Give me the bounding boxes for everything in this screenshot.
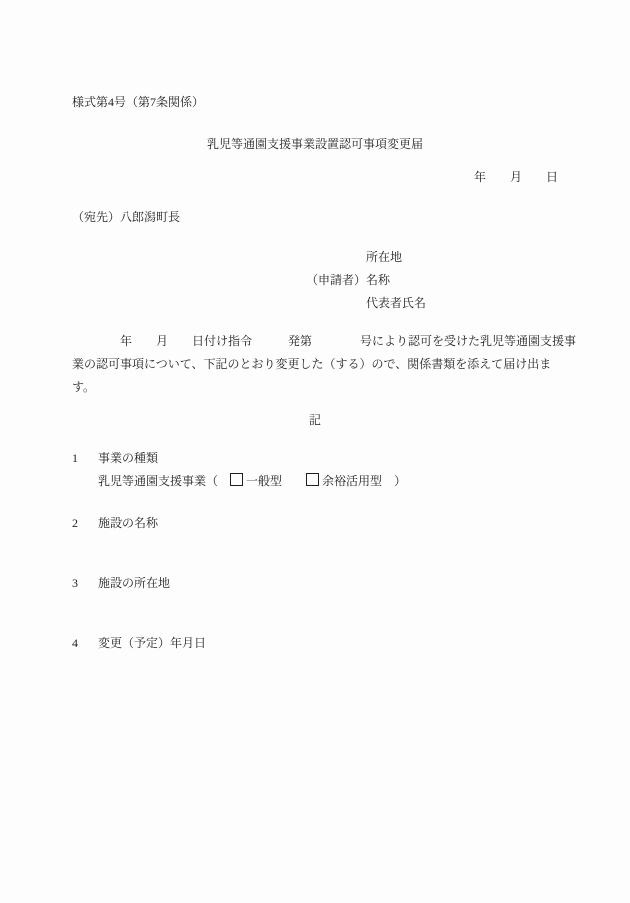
body-line-1: 年 月 日付け指令 発第 号により認可を受けた乳児等通園支援事 <box>72 334 577 348</box>
body-paragraph <box>72 330 577 399</box>
item-number: 4 <box>72 636 78 650</box>
addressee: （宛先）八郎潟町長 <box>72 210 181 224</box>
item-label-facility-location: 施設の所在地 <box>98 576 171 590</box>
document-title: 乳児等通園支援事業設置認可事項変更届 <box>206 137 423 151</box>
item-number: 3 <box>72 576 78 590</box>
business-type-options-line <box>98 470 406 493</box>
option-surplus-type-label: 余裕活用型 <box>322 474 383 488</box>
applicant-block <box>306 246 558 315</box>
checkbox-surplus-type-icon <box>306 473 319 486</box>
item-facility-name <box>72 512 558 535</box>
item-label-business-type: 事業の種類 <box>98 451 159 465</box>
form-number: 様式第4号（第7条関係） <box>72 95 205 109</box>
item-number: 1 <box>72 451 78 465</box>
applicant-prefix: （申請者） <box>306 273 367 287</box>
business-type-tail: ） <box>382 474 407 488</box>
option-gap <box>282 474 306 488</box>
applicant-fields <box>366 246 426 315</box>
applicant-field-representative: 代表者氏名 <box>366 296 427 310</box>
option-general-type-label: 一般型 <box>246 474 283 488</box>
applicant-field-name: 名称 <box>366 273 391 287</box>
body-line-3: す。 <box>72 380 96 394</box>
checkbox-general-type-icon <box>230 473 243 486</box>
item-facility-location <box>72 572 558 595</box>
item-number: 2 <box>72 516 78 530</box>
item-label-change-date: 変更（予定）年月日 <box>98 636 207 650</box>
item-body <box>98 447 406 493</box>
business-type-lead: 乳児等通園支援事業（ <box>98 474 231 488</box>
item-label-facility-name: 施設の名称 <box>98 516 159 530</box>
date-line: 年 月 日 <box>473 170 558 184</box>
applicant-field-location: 所在地 <box>366 250 403 264</box>
record-marker: 記 <box>308 413 321 427</box>
body-line-2: 業の認可事項について、下記のとおり変更した（する）ので、関係書類を添えて届け出ま <box>72 357 552 371</box>
item-change-date <box>72 632 558 655</box>
item-business-type <box>72 447 558 493</box>
